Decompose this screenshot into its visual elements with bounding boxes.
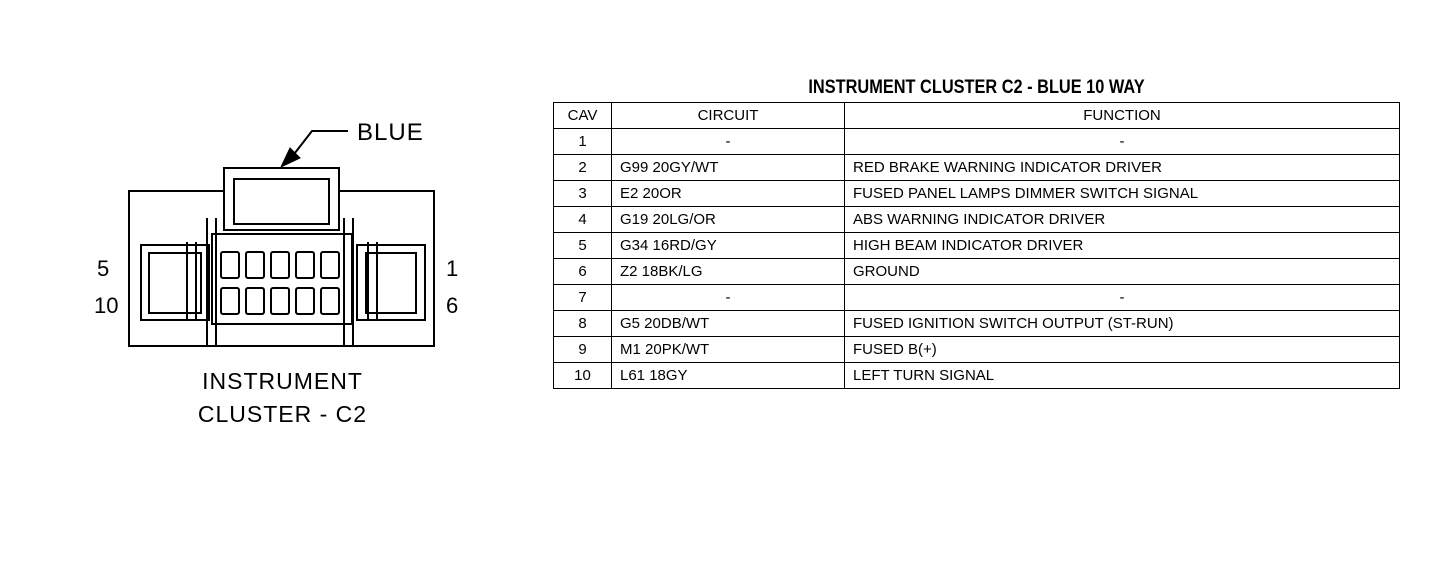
connector-latch: [224, 168, 339, 230]
cell-circuit: L61 18GY: [612, 363, 845, 389]
cell-cav: 1: [554, 129, 612, 155]
header-cav: CAV: [554, 103, 612, 129]
connector-caption: [160, 365, 405, 431]
caption-line-1: INSTRUMENT: [202, 368, 363, 394]
cell-cav: 9: [554, 337, 612, 363]
table-row: [554, 207, 1400, 233]
table-header-row: [554, 103, 1400, 129]
header-circuit: CIRCUIT: [612, 103, 845, 129]
cell-cav: 8: [554, 311, 612, 337]
table-row: [554, 155, 1400, 181]
table-row: [554, 129, 1400, 155]
cell-function: HIGH BEAM INDICATOR DRIVER: [845, 233, 1400, 259]
cell-function: FUSED B(+): [845, 337, 1400, 363]
cell-circuit: -: [612, 129, 845, 155]
pin-label-bottom-left: 10: [94, 293, 119, 318]
color-leader-arrow: [281, 131, 348, 167]
header-function: FUNCTION: [845, 103, 1400, 129]
cell-function: FUSED IGNITION SWITCH OUTPUT (ST-RUN): [845, 311, 1400, 337]
table-row: [554, 181, 1400, 207]
pin-label-bottom-right: 6: [446, 293, 459, 318]
cell-cav: 5: [554, 233, 612, 259]
cavity-6: [321, 288, 339, 314]
cell-cav: 6: [554, 259, 612, 285]
pin-label-top-left: 5: [97, 256, 110, 281]
table-title: INSTRUMENT CLUSTER C2 - BLUE 10 WAY: [808, 77, 1145, 98]
table-row: [554, 311, 1400, 337]
pin-label-top-right: 1: [446, 256, 459, 281]
pinout-table: [553, 102, 1400, 389]
table-row: [554, 337, 1400, 363]
cell-circuit: Z2 18BK/LG: [612, 259, 845, 285]
caption-line-2: CLUSTER - C2: [197, 401, 368, 427]
cell-cav: 4: [554, 207, 612, 233]
cell-circuit: G19 20LG/OR: [612, 207, 845, 233]
cell-cav: 2: [554, 155, 612, 181]
cavity-4: [246, 252, 264, 278]
cell-function: -: [845, 129, 1400, 155]
table-row: [554, 363, 1400, 389]
cell-function: LEFT TURN SIGNAL: [845, 363, 1400, 389]
cell-cav: 10: [554, 363, 612, 389]
table-row: [554, 285, 1400, 311]
cell-function: RED BRAKE WARNING INDICATOR DRIVER: [845, 155, 1400, 181]
cavity-8: [271, 288, 289, 314]
cell-function: GROUND: [845, 259, 1400, 285]
cavity-2: [296, 252, 314, 278]
cavity-7: [296, 288, 314, 314]
cell-circuit: -: [612, 285, 845, 311]
cell-circuit: G34 16RD/GY: [612, 233, 845, 259]
cell-function: FUSED PANEL LAMPS DIMMER SWITCH SIGNAL: [845, 181, 1400, 207]
cell-cav: 7: [554, 285, 612, 311]
cavity-3: [271, 252, 289, 278]
table-row: [554, 259, 1400, 285]
cavity-10: [221, 288, 239, 314]
cell-function: -: [845, 285, 1400, 311]
connector-face-diagram: [0, 0, 560, 576]
cell-function: ABS WARNING INDICATOR DRIVER: [845, 207, 1400, 233]
connector-color-label: BLUE: [357, 119, 424, 146]
left-side-lock: [141, 245, 209, 320]
cavity-5: [221, 252, 239, 278]
cell-circuit: M1 20PK/WT: [612, 337, 845, 363]
cell-circuit: E2 20OR: [612, 181, 845, 207]
cavity-1: [321, 252, 339, 278]
table-row: [554, 233, 1400, 259]
cell-circuit: G5 20DB/WT: [612, 311, 845, 337]
cell-cav: 3: [554, 181, 612, 207]
cell-circuit: G99 20GY/WT: [612, 155, 845, 181]
cavity-9: [246, 288, 264, 314]
